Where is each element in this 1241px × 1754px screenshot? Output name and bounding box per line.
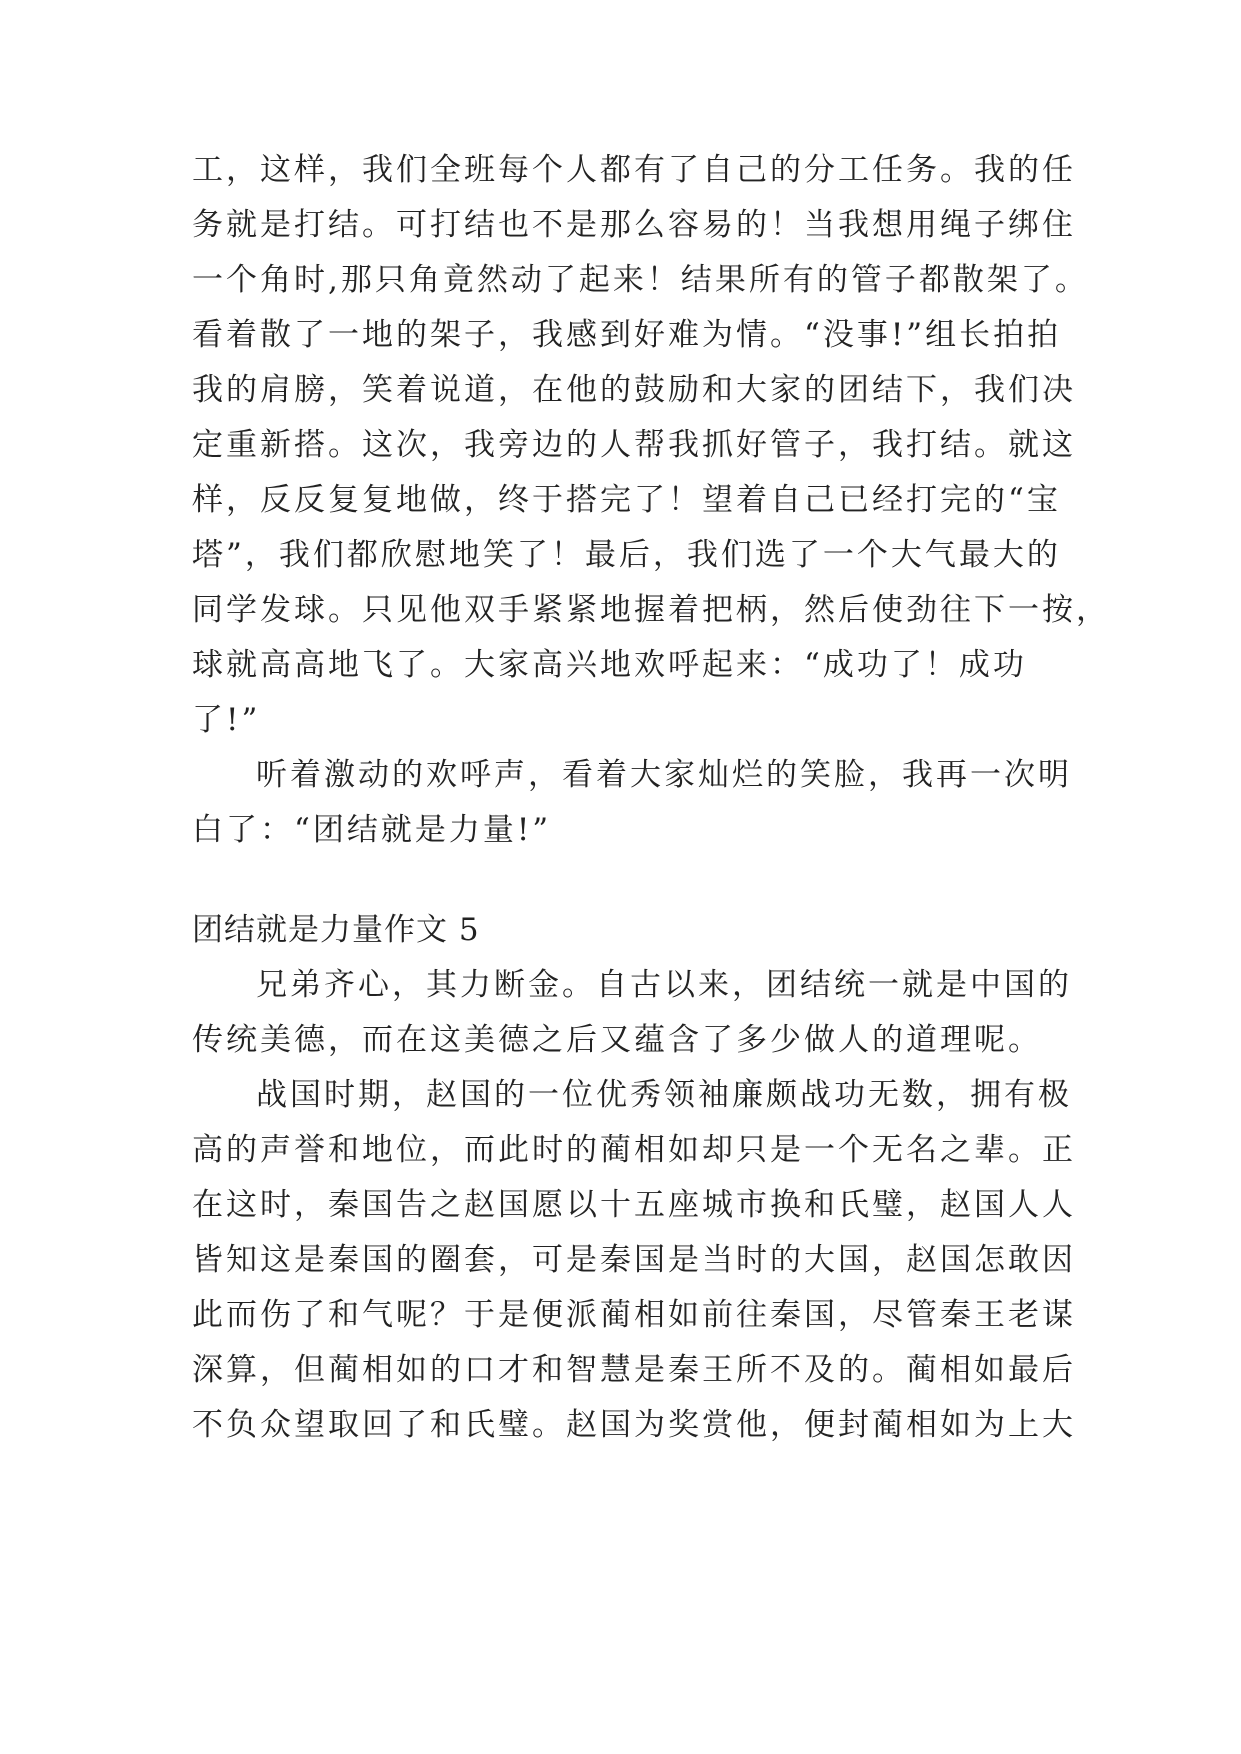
text-line: 白了：“团结就是力量!”	[192, 812, 552, 848]
text-line: 我的肩膀，笑着说道，在他的鼓励和大家的团结下，我们决	[192, 372, 1076, 408]
text-line: 传统美德，而在这美德之后又蕴含了多少做人的道理呢。	[192, 1022, 1042, 1058]
text-line: 一个角时,那只角竟然动了起来！结果所有的管子都散架了。	[192, 262, 1089, 298]
text-line: 定重新搭。这次，我旁边的人帮我抓好管子，我打结。就这	[192, 427, 1076, 463]
paragraph-first-line: 战国时期，赵国的一位优秀领袖廉颇战功无数，拥有极	[256, 1077, 1072, 1113]
text-line: 看着散了一地的架子，我感到好难为情。“没事!”组长拍拍	[192, 317, 1062, 353]
text-line: 高的声誉和地位，而此时的蔺相如却只是一个无名之辈。正	[192, 1132, 1076, 1168]
text-line: 了!”	[192, 702, 261, 738]
text-line: 在这时，秦国告之赵国愿以十五座城市换和氏璧，赵国人人	[192, 1187, 1076, 1223]
paragraph-first-line: 兄弟齐心，其力断金。自古以来，团结统一就是中国的	[256, 967, 1072, 1003]
text-line: 样，反反复复地做，终于搭完了！望着自己已经打完的“宝	[192, 482, 1061, 518]
text-line: 工，这样，我们全班每个人都有了自己的分工任务。我的任	[192, 152, 1076, 188]
text-line: 务就是打结。可打结也不是那么容易的！当我想用绳子绑住	[192, 207, 1076, 243]
text-line: 此而伤了和气呢？于是便派蔺相如前往秦国，尽管秦王老谋	[192, 1297, 1076, 1333]
text-line: 不负众望取回了和氏璧。赵国为奖赏他，便封蔺相如为上大	[192, 1407, 1076, 1443]
paragraph-first-line: 听着激动的欢呼声，看着大家灿烂的笑脸，我再一次明	[256, 757, 1072, 793]
section-heading: 团结就是力量作文 5	[192, 912, 480, 948]
text-line: 球就高高地飞了。大家高兴地欢呼起来：“成功了！成功	[192, 647, 1027, 683]
text-line: 塔”，我们都欣慰地笑了！最后，我们选了一个大气最大的	[192, 537, 1061, 573]
text-line: 皆知这是秦国的圈套，可是秦国是当时的大国，赵国怎敢因	[192, 1242, 1076, 1278]
text-line: 深算，但蔺相如的口才和智慧是秦王所不及的。蔺相如最后	[192, 1352, 1076, 1388]
text-line: 同学发球。只见他双手紧紧地握着把柄，然后使劲往下一按，	[192, 592, 1110, 628]
